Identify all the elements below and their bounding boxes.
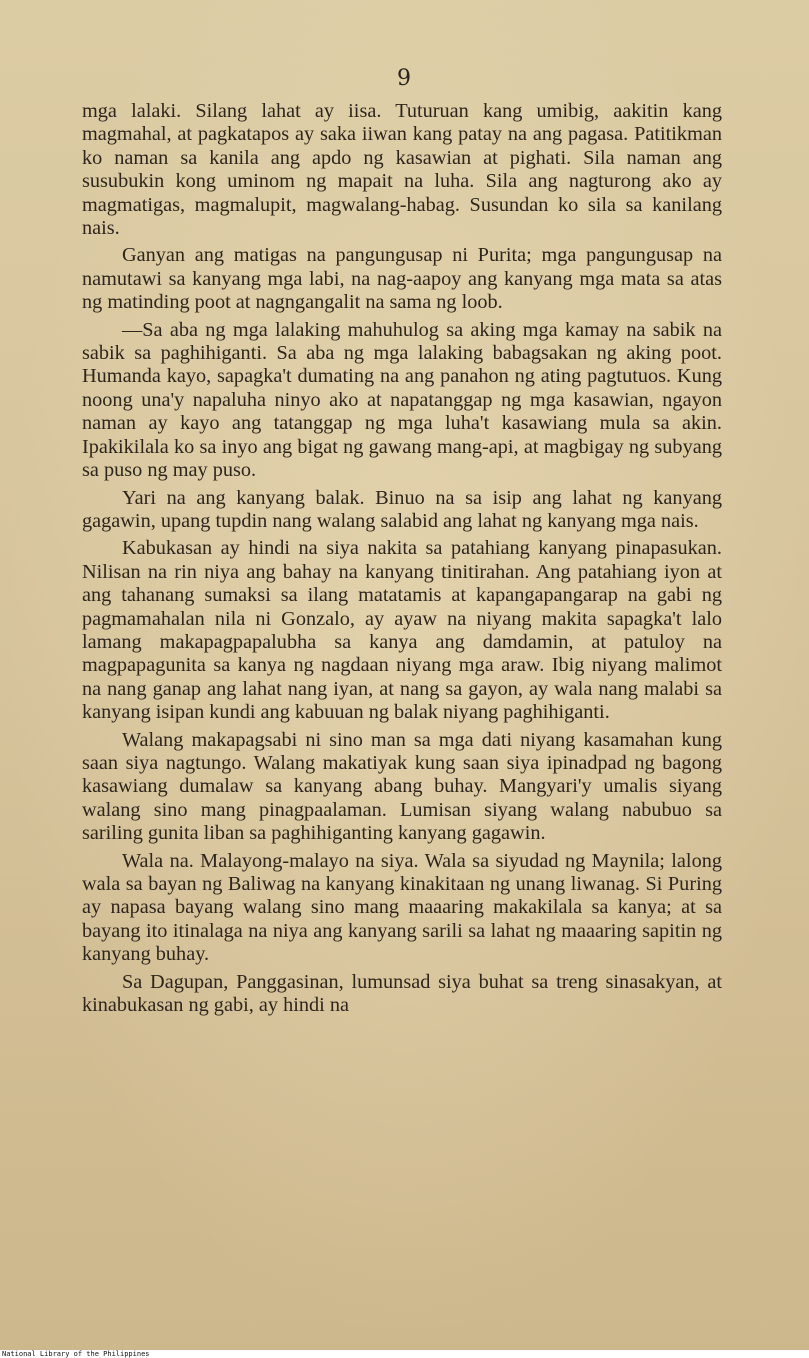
paragraph-last: Sa Dagupan, Panggasinan, lumunsad siya buhat sa treng sinasakyan, at kinabukasan ng gabi, ay hindi na	[82, 970, 722, 1017]
paragraph: Walang makapagsabi ni sino man sa mga dati niyang kasamahan kung saan siya nagtungo. Walang makatiyak kung saan siya ipinadpad ng bagong kasawiang dumalaw sa kanyang abang buhay. Mangyari'y umalis siyang walang sino mang pinagpaalaman. Lumisan siyang walang nabubuo sa sariling gunita liban sa paghihiganting kanyang gagawin.	[82, 728, 722, 845]
paragraph: Ganyan ang matigas na pangungusap ni Purita; mga pangungusap na namutawi sa kanyang mga labi, na nag-aapoy ang kanyang mga mata sa atas ng matinding poot at nagngangalit na sama ng loob.	[82, 244, 722, 314]
paragraph: Wala na. Malayong-malayo na siya. Wala sa siyudad ng Maynila; lalong wala sa bayan ng Baliwag na kanyang kinakitaan ng unang liwanag. Si Puring ay napasa bayang walang sino mang maaaring makakilala sa kanya; at sa bayang ito itinalaga na niya ang kanyang sarili sa lahat ng maaaring sapitin ng kanyang buhay.	[82, 849, 722, 966]
paragraph: Yari na ang kanyang balak. Binuo na sa isip ang lahat ng kanyang gagawin, upang tupdin nang walang salabid ang lahat ng kanyang mga nais.	[82, 486, 722, 532]
paragraph-dialogue: —Sa aba ng mga lalaking mahuhulog sa aking mga kamay na sabik na sabik sa paghihiganti. Sa aba ng mga lalaking babagsakan ng aking poot. Humanda kayo, sapagka't dumating na ang panahon ng ating pagtutuos. Kung noong una'y napaluha ninyo ako at napatanggap ng mga kasawian, ngayon naman ay kayo ang tatanggap ng mga luha't kasawiang mula sa akin. Ipakikilala ko sa inyo ang bigat ng gawang mang-api, at magbigay ng subyang sa puso ng may puso.	[82, 318, 722, 482]
library-footer-credit: National Library of the Philippines	[0, 1350, 809, 1358]
page-number: 9	[397, 66, 412, 91]
paragraph: Kabukasan ay hindi na siya nakita sa patahiang kanyang pinapasukan. Nilisan na rin niya ang bahay na kanyang tinitirahan. Ang patahiang iyon at ang tahanang sumaksi sa ilang matatamis at kapangapangarap na gabi ng pagmamahalan nila ni Gonzalo, ay ayaw na niyang makita sapagka't lalo lamang makapagpapalubha sa kanya ang damdamin, at patuloy na magpapagunita sa kanya ng nagdaan niyang mga araw. Ibig niyang malimot na nang ganap ang lahat nang iyan, at nang sa gayon, ay wala nang malabi sa kanyang isipan kundi ang kabuuan ng balak niyang paghihiganti.	[82, 537, 722, 724]
paragraph-continued: mga lalaki. Silang lahat ay iisa. Tuturuan kang umibig, aakitin kang magmahal, at pagkatapos ay saka iiwan kang patay na ang pagasa. Patitikman ko naman sa kanila ang apdo ng kasawian at pighati. Sila naman ang susubukin kong uminom ng mapait na luha. Sila ang nagturong ako ay magmatigas, magmalupit, magwalang-habag. Susundan ko sila sa kanilang nais.	[82, 100, 722, 240]
page-body-text	[82, 100, 722, 1021]
